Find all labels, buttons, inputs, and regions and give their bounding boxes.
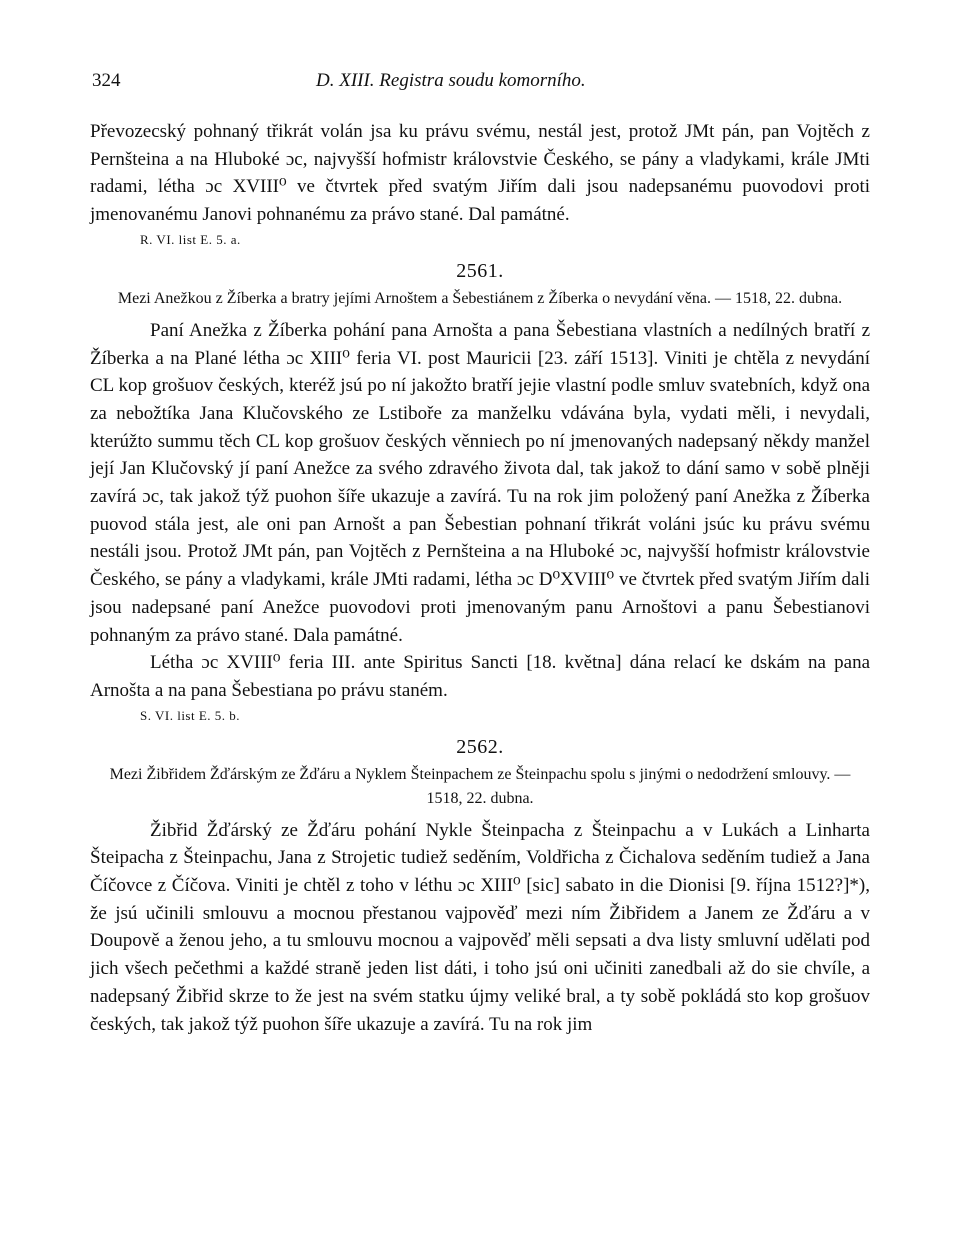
entry-title: Mezi Anežkou z Žíberka a bratry jejími Arnoštem a Šebestiánem z Žíberka o nevydání věna. — 1518, 22. dubna.	[117, 289, 843, 307]
intro-paragraph: Převozecský pohnaný třikrát volán jsa ku právu svému, nestál jest, protož JMt pán, pan Vojtěch z Pernšteina a na Hluboké ɔc, najvyšší hofmistr královstvie Českého, se pány a vladykami, krále JMti radami, létha ɔc XVIII⁰ ve čtvrtek před svatým Jiřím dali jsou nadepsanému puovodovi proti jmenovanému Janovi pohnanému za právo stané. Dal památné.	[90, 121, 870, 226]
page-content	[90, 118, 870, 1038]
source-reference: S. VI. list E. 5. b.	[140, 707, 241, 723]
page-number: 324	[92, 70, 121, 91]
page-header	[92, 70, 872, 94]
running-head: D. XIII. Registra soudu komorního.	[316, 70, 586, 91]
entry-2562	[90, 733, 870, 1039]
source-reference: R. VI. list E. 5. a.	[140, 231, 241, 247]
entry-paragraph: Létha ɔc XVIII⁰ feria III. ante Spiritus Sancti [18. května] dána relací ke dskám na pana Arnošta a na pana Šebestiana po právu staném.	[90, 652, 870, 701]
entry-2561	[90, 257, 870, 727]
entry-number: 2561.	[456, 259, 504, 282]
entry-paragraph: Paní Anežka z Žíberka pohání pana Arnošta a pana Šebestiana vlastních a nedílných bratří z Žíberka a na Plané létha ɔc XIII⁰ feria VI. post Mauricii [23. září 1513]. Viniti je chtěla z nevydání CL kop grošuov českých, kteréž jsú po ní jakožto bratří jejie vlastní podle smluv svatebních, když ona za nebožtíka Jana Klučovského ze Lstiboře za manželku vdávána byla, vydati měli, i nevydali, kterúžto summu těch CL kop grošuov českých věnniech po ní jmenovaných nadepsaný někdy manžel její Jan Klučovský jí paní Anežce za svého zdravého života dal, tak jakož to dání samo v sobě plněji zavírá ɔc, tak jakož týž puohon šíře ukazuje a zavírá. Tu na rok jim položený paní Anežka z Žíberka puovod stála jest, ale oni pan Arnošt a pan Šebestian pohnaní třikrát voláni jsúc ku právu svému nestáli jsou. Protož JMt pán, pan Vojtěch z Pernšteina a na Hluboké ɔc, najvyšší hofmistr královstvie Českého, se pány a vladykami, krále JMti radami, létha ɔc D⁰XVIII⁰ ve čtvrtek před svatým Jiřím dali jsou nadepsané paní Anežce puovodovi proti jmenovaným panu Arnoštovi a panu Šebestianovi pohnaným za právo stané. Dala památné.	[90, 319, 870, 646]
entry-number: 2562.	[456, 735, 504, 758]
entry-title: Mezi Žibřidem Žďárským ze Žďáru a Nyklem Šteinpachem ze Šteinpachu spolu s jinými o nedodržení smlouvy. — 1518, 22. dubna.	[109, 765, 851, 807]
entry-paragraph: Žibřid Žďárský ze Žďáru pohání Nykle Šteinpacha z Šteinpachu a v Lukách a Linharta Šteipacha z Šteinpachu, Jana z Strojetic tudiež seděním, Voldřicha z Čichalova seděním tudiež a Jana Číčovce z Číčova. Viniti je chtěl z toho v léthu ɔc XIII⁰ [sic] sabato in die Dionisi [9. října 1512?]*), že jsú učinili smlouvu a mocnou přestanou vajpověď mezi ním Žibřidem a Janem ze Žďáru a v Doupově a ženou jeho, a tu smlouvu mocnou a vajpověď měli sepsati a dva listy smluvní udělati pod jich všech pečethmi a každé straně jeden list dáti, i toho jsú oni učiniti zanedbali až do sie chvíle, a nadepsaný Žibřid skrze to že jest na svém statku újmy veliké bral, a ty sobě pokládá sto kop grošuov českých, tak jakož týž puohon šíře ukazuje a zavírá. Tu na rok jim	[90, 819, 870, 1035]
